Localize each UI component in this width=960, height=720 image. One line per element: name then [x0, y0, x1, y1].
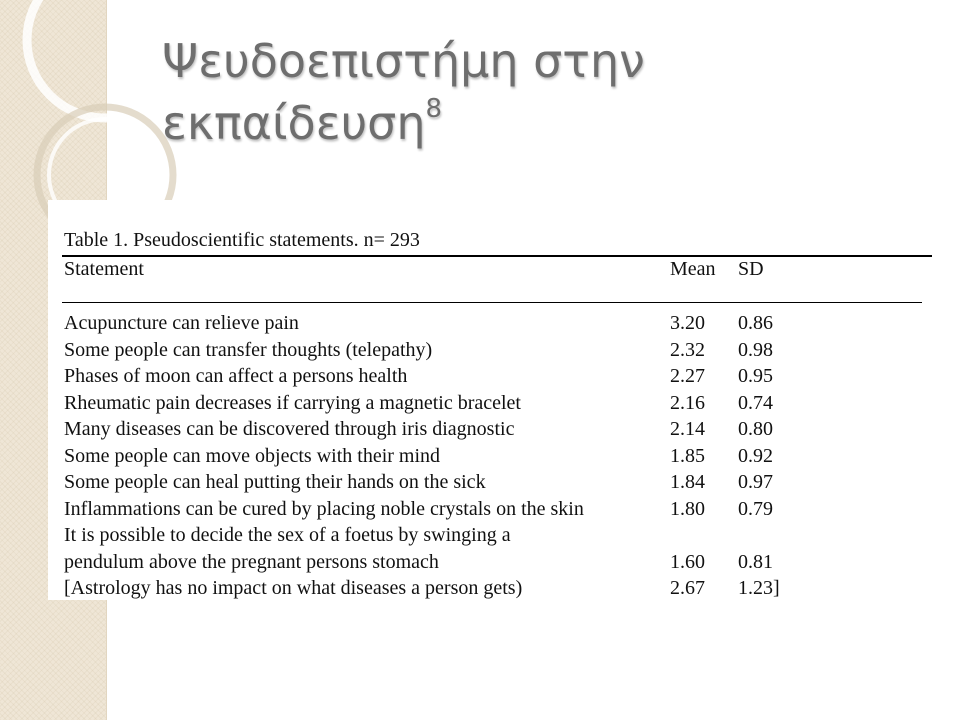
cell-statement: It is possible to decide the sex of a foetus by swinging a	[64, 524, 511, 546]
table-row	[48, 496, 960, 522]
cell-statement: Some people can move objects with their mind	[64, 444, 441, 467]
cell-sd: 0.79	[738, 497, 773, 520]
header-statement: Statement	[64, 258, 144, 280]
table-row	[48, 575, 960, 601]
footnote-marker: 8	[425, 94, 443, 124]
cell-statement: [Astrology has no impact on what diseases a person gets)	[64, 577, 523, 599]
cell-sd: 0.98	[738, 338, 773, 361]
cell-statement: Rheumatic pain decreases if carrying a magnetic bracelet	[64, 391, 521, 414]
cell-statement: pendulum above the pregnant persons stomach	[64, 550, 439, 573]
cell-sd: 0.81	[738, 550, 773, 573]
header-sd: SD	[738, 258, 764, 280]
table-caption: Table 1. Pseudoscientific statements. n= 293	[64, 229, 420, 251]
cell-sd: 1.23]	[738, 577, 780, 599]
table-row	[48, 469, 960, 495]
table-row	[48, 390, 960, 416]
cell-sd: 0.97	[738, 471, 773, 493]
table-row	[48, 549, 960, 575]
cell-statement: Phases of moon can affect a persons health	[64, 365, 408, 387]
table-header-rule	[62, 302, 922, 303]
cell-mean: 3.20	[670, 312, 705, 334]
cell-mean: 1.85	[670, 444, 705, 467]
slide-title	[162, 30, 942, 154]
cell-sd: 0.95	[738, 365, 773, 387]
slide-title-text: εκπαίδευση	[162, 96, 426, 150]
header-mean: Mean	[670, 258, 716, 280]
table-row	[48, 522, 960, 548]
cell-mean: 2.27	[670, 365, 705, 387]
pseudoscience-table-image	[48, 200, 960, 600]
cell-mean: 2.14	[670, 418, 705, 440]
cell-mean: 2.32	[670, 338, 705, 361]
table-header-row	[48, 258, 960, 284]
cell-sd: 0.74	[738, 391, 773, 414]
cell-sd: 0.80	[738, 418, 773, 440]
table-row	[48, 443, 960, 469]
cell-statement: Inflammations can be cured by placing noble crystals on the skin	[64, 497, 584, 520]
cell-mean: 1.60	[670, 550, 705, 573]
table-row	[48, 416, 960, 442]
table-top-rule	[62, 255, 932, 257]
slide-title-line-1: Ψευδοεπιστήμη στην	[162, 34, 645, 88]
table-row	[48, 310, 960, 336]
cell-mean: 2.16	[670, 391, 705, 414]
cell-statement: Some people can heal putting their hands on the sick	[64, 471, 486, 493]
slide-title-line-2	[162, 92, 942, 154]
cell-statement: Some people can transfer thoughts (telepathy)	[64, 338, 433, 361]
cell-mean: 2.67	[670, 577, 705, 599]
table-row	[48, 363, 960, 389]
cell-sd: 0.86	[738, 312, 773, 334]
cell-mean: 1.80	[670, 497, 705, 520]
cell-statement: Acupuncture can relieve pain	[64, 312, 299, 334]
cell-statement: Many diseases can be discovered through iris diagnostic	[64, 418, 515, 440]
cell-sd: 0.92	[738, 444, 773, 467]
table-row	[48, 337, 960, 363]
cell-mean: 1.84	[670, 471, 705, 493]
